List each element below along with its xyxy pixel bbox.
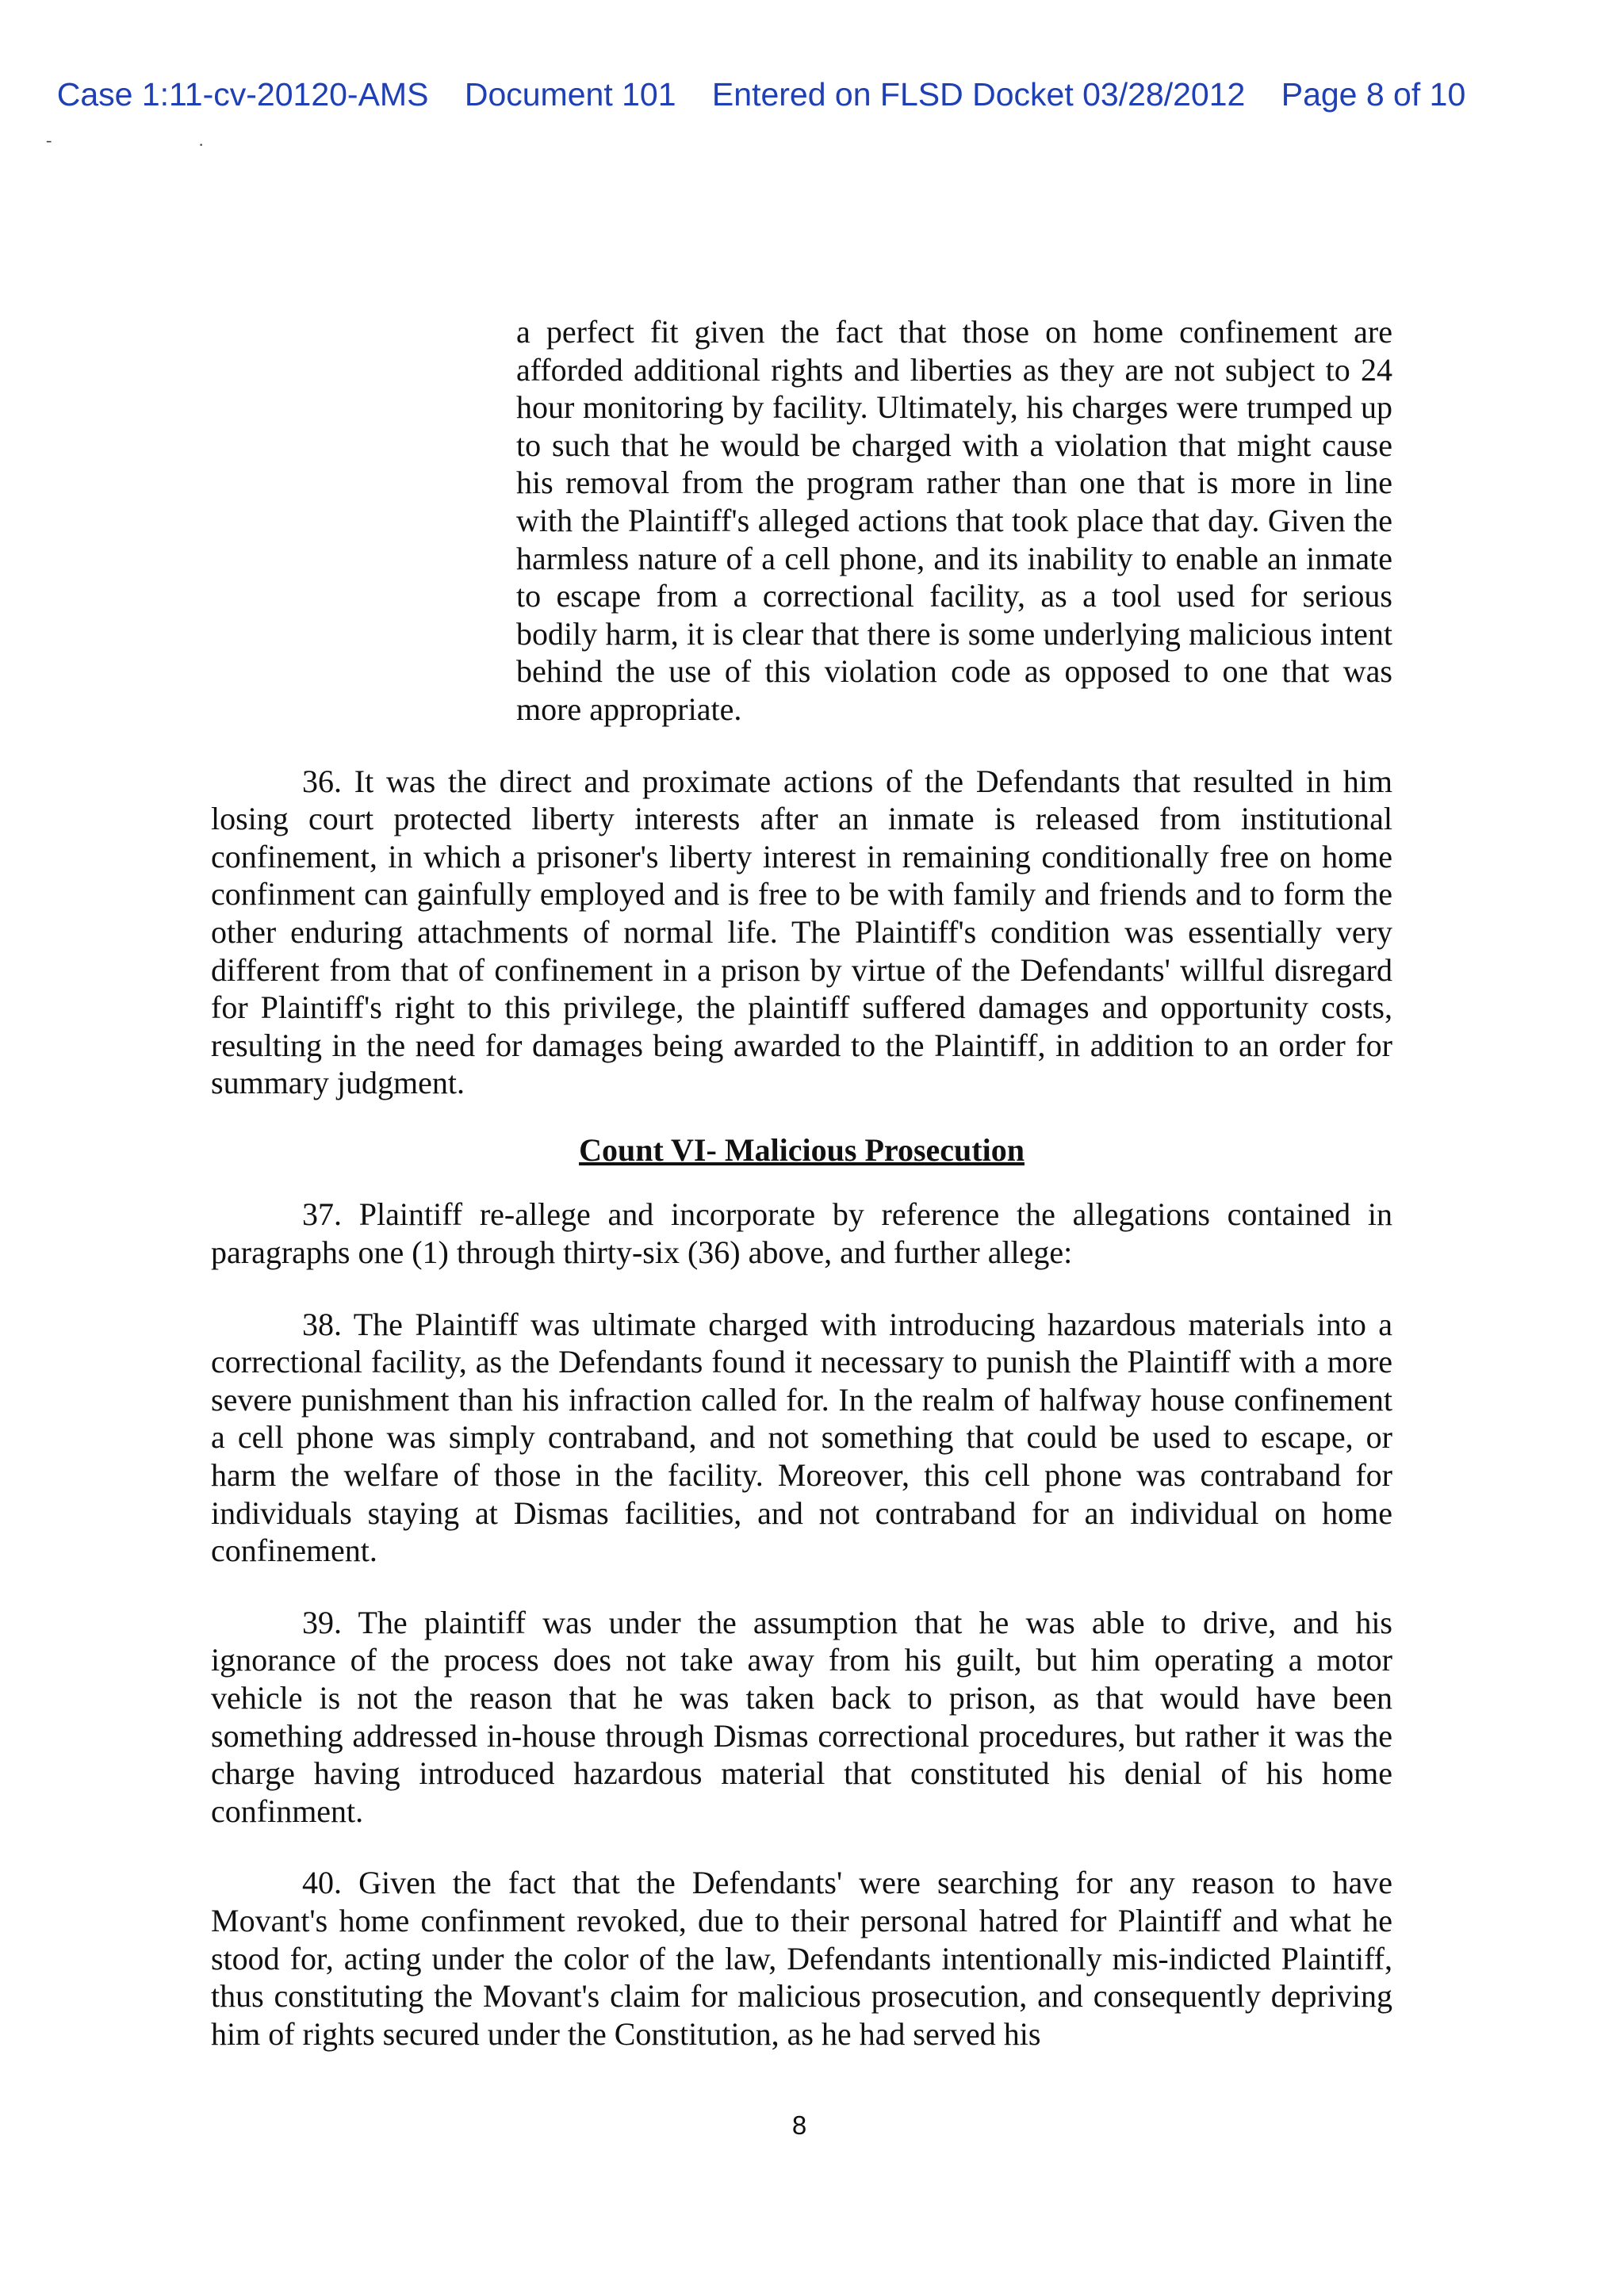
paragraph-40 (211, 1864, 1392, 2053)
paragraph-39-text: 39. The plaintiff was under the assumption that he was able to drive, and his ignorance of the process does not take away from his guilt, but him operating a motor vehicle is not the reason that he was taken back to prison, as that would have been something addressed in-house through Dismas correctional procedures, but rather it was the charge having introduced hazardous material that constituted his denial of his home confinment. (211, 1604, 1392, 1829)
docket-header (0, 76, 1522, 113)
paragraph-38-text: 38. The Plaintiff was ultimate charged with introducing hazardous materials into a correctional facility, as the Defendants found it necessary to punish the Plaintiff with a more severe punishment than his infraction called for. In the realm of halfway house confinement a cell phone was simply contraband, and not something that could be used to escape, or harm the welfare of those in the facility. Moreover, this cell phone was contraband for individuals staying at Dismas facilities, and not contraband for an individual on home confinement. (211, 1306, 1392, 1569)
paragraph-39 (211, 1604, 1392, 1831)
docket-entry-date: Entered on FLSD Docket 03/28/2012 (711, 76, 1246, 113)
paragraph-40-text: 40. Given the fact that the Defendants' were searching for any reason to have Movant's home confinment revoked, due to their personal hatred for Plaintiff and what he stood for, acting under the color of the law, Defendants intentionally mis-indicted Plaintiff, thus constituting the Movant's claim for malicious prosecution, and consequently depriving him of rights secured under the Constitution, as he had served his (211, 1865, 1392, 2052)
indented-continuation: a perfect fit given the fact that those on home confinement are afforded additional rights and liberties as they are not subject to 24 hour monitoring by facility. Ultimately, his charges were trumped up to such that he would be charged with a violation that might cause his removal from the program rather than one that is more in line with the Plaintiff's alleged actions that took place that day. Given the harmless nature of a cell phone, and its inability to enable an inmate to escape from a correctional facility, as a tool used for serious bodily harm, it is clear that there is some underlying malicious intent behind the use of this violation code as opposed to one that was more appropriate. (516, 314, 1392, 727)
case-number: Case 1:11-cv-20120-AMS (56, 76, 429, 113)
paragraph-37-text: 37. Plaintiff re-allege and incorporate by reference the allegations contained in paragraphs one (1) through thirty-six (36) above, and further allege: (211, 1196, 1392, 1271)
section-heading: Count VI- Malicious Prosecution (579, 1131, 1025, 1168)
paragraph-38 (211, 1306, 1392, 1570)
document-body (211, 313, 1392, 2053)
page-number: 8 (791, 2110, 807, 2140)
paragraph-36 (211, 763, 1392, 1102)
scan-specks: - . (46, 130, 275, 150)
paragraph-37 (211, 1196, 1392, 1271)
paragraph-36-text: 36. It was the direct and proximate actions of the Defendants that resulted in him losing court protected liberty interests after an inmate is released from institutional confinement, in which a prisoner's liberty interest in remaining conditionally free on home confinment can gainfully employed and is free to be with family and friends and to form the other enduring attachments of normal life. The Plaintiff's condition was essentially very different from that of confinement in a prison by virtue of the Defendants' willful disregard for Plaintiff's right to this privilege, the plaintiff suffered damages and opportunity costs, resulting in the need for damages being awarded to the Plaintiff, in addition to an order for summary judgment. (211, 763, 1392, 1101)
document-number: Document 101 (464, 76, 676, 113)
page-of-total: Page 8 of 10 (1281, 76, 1466, 113)
